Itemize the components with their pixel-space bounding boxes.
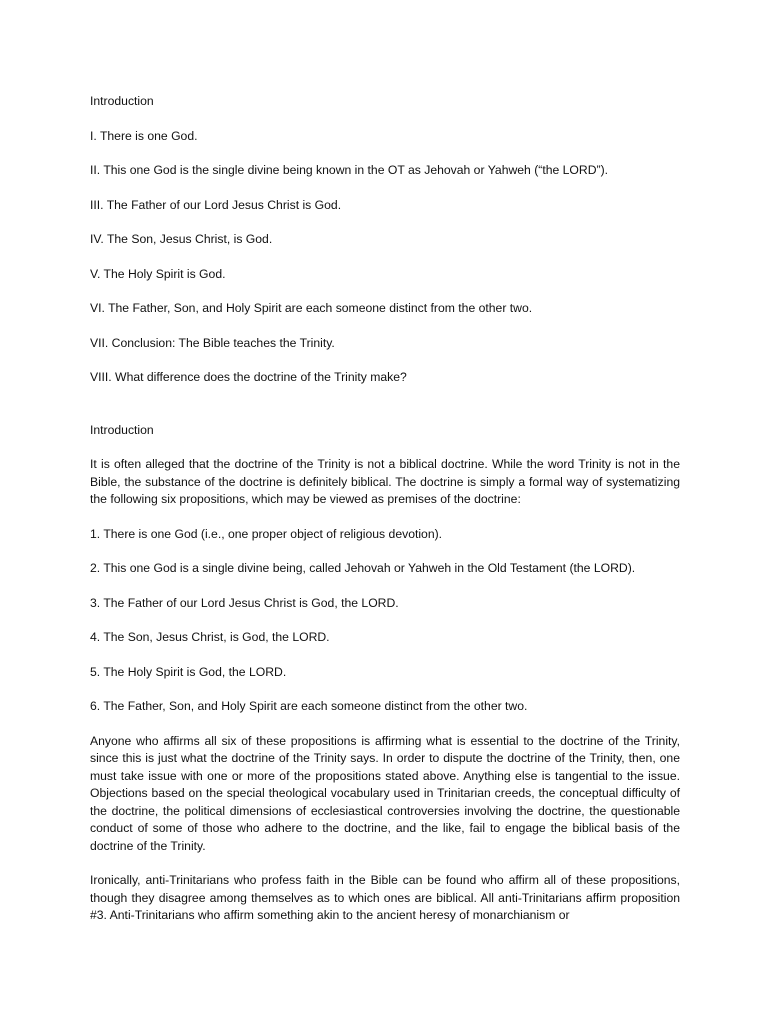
intro-paragraph-3: Ironically, anti-Trinitarians who profess faith in the Bible can be found who affirm all of these propositions, though they disagree among themselves as to which ones are biblical. All anti-Trinitarians affirm proposition #3. Anti-Trinitarians who affirm something akin to the ancient heresy of monarchianism or [90,873,680,922]
outline-item-7: VII. Conclusion: The Bible teaches the Trinity. [90,335,335,350]
outline-heading: Introduction [90,94,154,108]
intro-heading: Introduction [90,422,154,437]
outline-item-6: VI. The Father, Son, and Holy Spirit are each someone distinct from the other two. [90,301,533,315]
outline-item-3: III. The Father of our Lord Jesus Christ is God. [90,197,342,212]
intro-paragraph-2: Anyone who affirms all six of these propositions is affirming what is essential to the doctrine of the Trinity, since this is just what the doctrine of the Trinity says. In order to dispute the doctrine of the Trinity, then, one must take issue with one or more of the propositions stated above. Anything else is tangential to the issue. Objections based on the special theological vocabulary used in Trinitarian creeds, the conceptual difficulty of the doctrine, the political dimensions of ecclesiastical controversies involving the doctrine, the questionable conduct of some of those who adhere to the doctrine, and the like, fail to engage the biblical basis of the doctrine of the Trinity. [90,733,680,853]
proposition-2: 2. This one God is a single divine being, called Jehovah or Yahweh in the Old Testament (the LORD). [90,561,636,575]
outline-item-5: V. The Holy Spirit is God. [90,266,226,281]
proposition-3: 3. The Father of our Lord Jesus Christ is God, the LORD. [90,595,399,610]
outline-item-4: IV. The Son, Jesus Christ, is God. [90,232,273,246]
proposition-6: 6. The Father, Son, and Holy Spirit are each someone distinct from the other two. [90,699,528,713]
document-page [90,93,680,925]
outline-item-1: I. There is one God. [90,128,198,143]
intro-paragraph-1: It is often alleged that the doctrine of the Trinity is not a biblical doctrine. While the word Trinity is not in the Bible, the substance of the doctrine is definitely biblical. The doctrine is simply a formal way of systematizing the following six propositions, which may be viewed as premises of the doctrine: [90,457,680,506]
proposition-4: 4. The Son, Jesus Christ, is God, the LORD. [90,630,330,644]
proposition-5: 5. The Holy Spirit is God, the LORD. [90,664,287,679]
outline-item-8: VIII. What difference does the doctrine of the Trinity make? [90,370,407,384]
outline-item-2: II. This one God is the single divine being known in the OT as Jehovah or Yahweh (“the LORD”). [90,163,609,177]
proposition-1: 1. There is one God (i.e., one proper object of religious devotion). [90,526,443,541]
